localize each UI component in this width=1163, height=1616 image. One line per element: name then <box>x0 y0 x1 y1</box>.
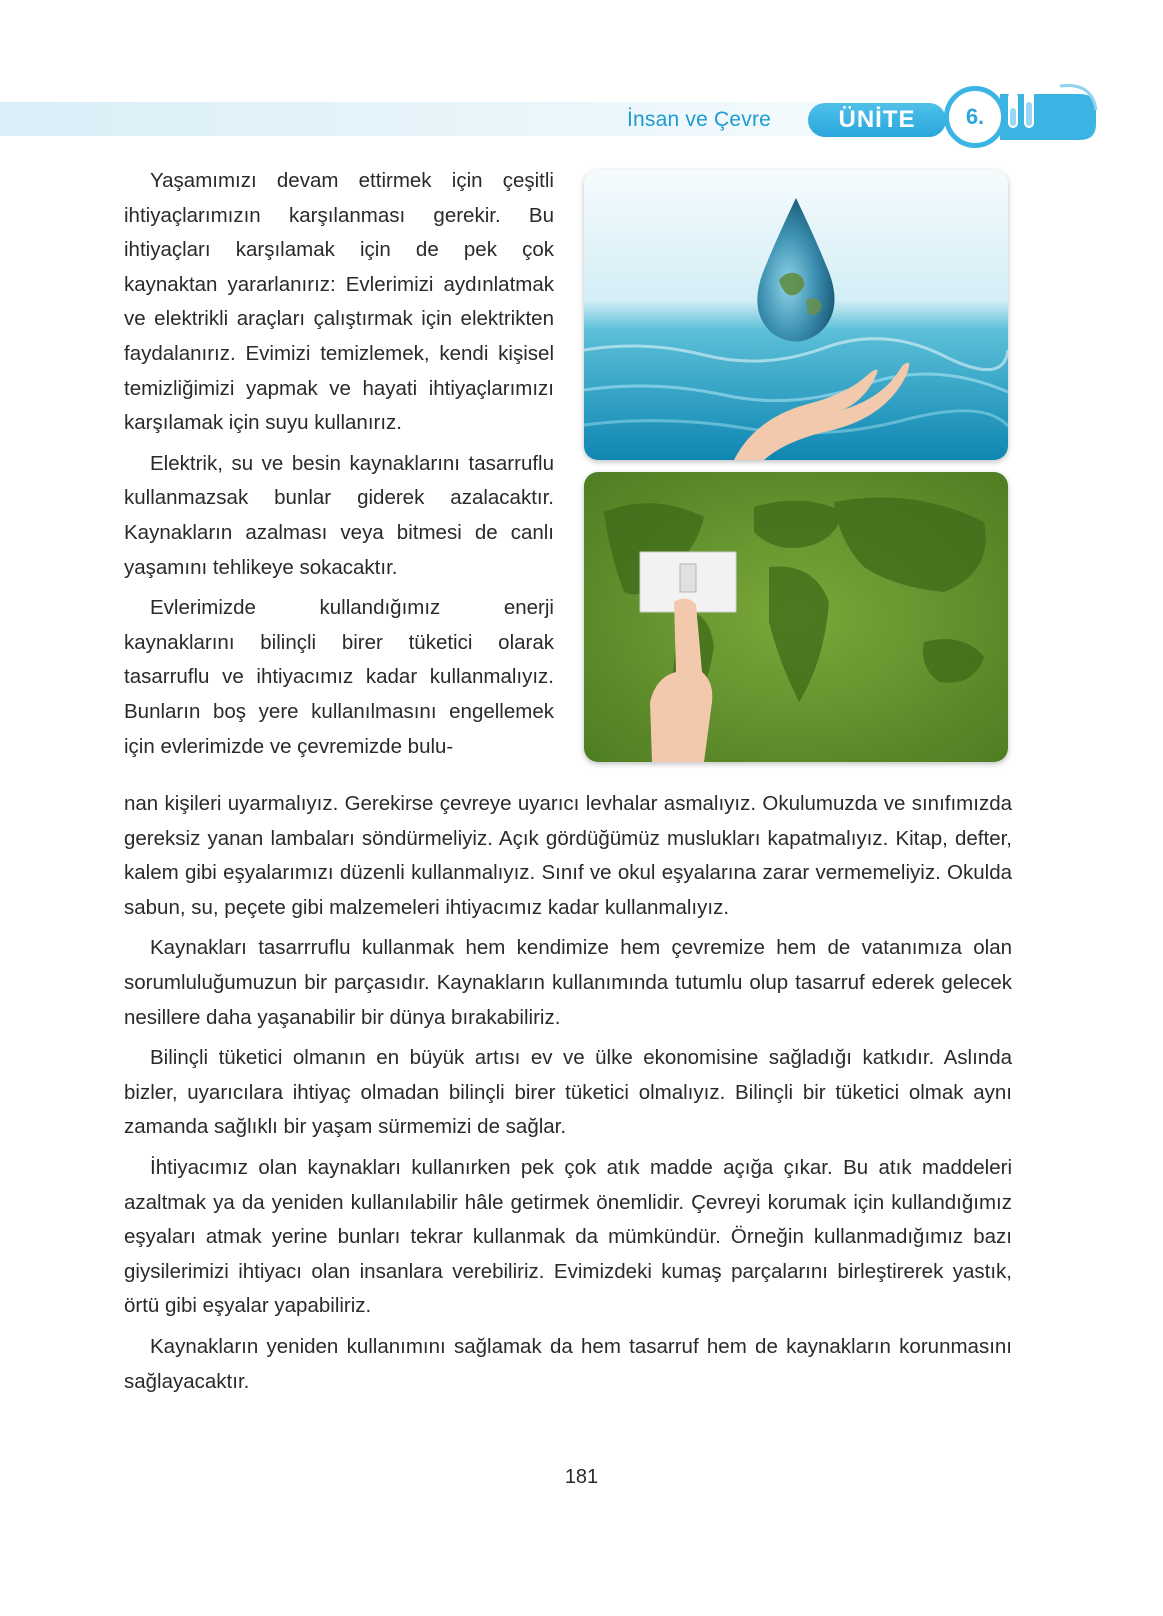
green-map-switch-photo <box>584 472 1008 762</box>
paragraph: Yaşamımızı devam ettirmek için çeşitli ihtiyaçlarımızın karşılanması gerekir. Bu ihtiyaçları karşılamak için de pek çok kaynaktan yararlanırız: Evlerimizi aydınlatmak ve elektrikli araçları çalıştırmak için elektrikten faydalanırız. Evimizi temizlemek, kendi kişisel temizliğimizi yapmak ve hayati ihtiyaçlarımızı karşılamak için suyu kullanırız. <box>124 169 554 435</box>
text-column <box>124 164 554 770</box>
paragraph: nan kişileri uyarmalıyız. Gerekirse çevreye uyarıcı levhalar asmalıyız. Okulumuzda ve sınıfımızda gereksiz yanan lambaları söndürmeliyiz. Açık gördüğümüz muslukları kapatmalıyız. Kitap, defter, kalem gibi eşyalarımızı düzenli kullanmalıyız. Sınıf ve okul eşyalarına zarar vermemeliyiz. Okulda sabun, su, peçete gibi malzemeleri ihtiyacımız kadar kullanmalıyız. <box>124 792 1012 919</box>
paragraph: Bilinçli tüketici olmanın en büyük artısı ev ve ülke ekonomisine sağladığı katkıdır. Aslında bizler, uyarıcılara ihtiyaç olmadan bilinçli birer tüketici olmalıyız. Bilinçli bir tüketici olmak aynı zamanda sağlıklı bir yaşam sürmemizi de sağlar. <box>124 1046 1012 1139</box>
paragraph: Evlerimizde kullandığımız enerji kaynaklarını bilinçli birer tüketici olarak tasarruflu ve ihtiyacımız kadar kullanmalıyız. Bunların boş yere kullanılmasını engellemek için evlerimizde ve çevremizde bulu- <box>124 596 554 758</box>
paragraph: Kaynakların yeniden kullanımını sağlamak da hem tasarruf hem de kaynakların korunmasını sağlayacaktır. <box>124 1334 1012 1393</box>
subject-title: İnsan ve Çevre <box>627 108 772 131</box>
text-full-width <box>124 787 1012 1405</box>
paragraph: İhtiyacımız olan kaynakları kullanırken pek çok atık madde açığa çıkar. Bu atık maddeleri azaltmak ya da yeniden kullanılabilir hâle getirmek önemlidir. Çevreyi korumak için kullandığımız eşyaları atmak yerine bunları tekrar kullanmak da mümkündür. Örneğin kullanmadığımız bazı giysilerimizi ihtiyacı olan insanlara verebiliriz. Evimizdeki kumaş parçalarını birleştirerek yastık, örtü gibi eşyalar yapabiliriz. <box>124 1155 1012 1318</box>
test-tube-icon <box>1000 84 1100 146</box>
unit-label: ÜNİTE <box>808 103 946 137</box>
water-drop-photo <box>584 170 1008 460</box>
unit-number: 6. <box>944 86 1006 148</box>
page-number: 181 <box>564 1466 599 1488</box>
paragraph: Kaynakları tasarrruflu kullanmak hem kendimize hem çevremize hem de vatanımıza olan sorumluluğumuzun bir parçasıdır. Kaynakların kullanımında tutumlu olup tasarruf ederek gelecek nesillere daha yaşanabilir bir dünya bırakabiliriz. <box>124 936 1012 1029</box>
paragraph: Elektrik, su ve besin kaynaklarını tasarruflu kullanmazsak bunlar giderek azalacaktır. Kaynakların azalması veya bitmesi de canlı yaşamını tehlikeye sokacaktır. <box>124 451 554 579</box>
